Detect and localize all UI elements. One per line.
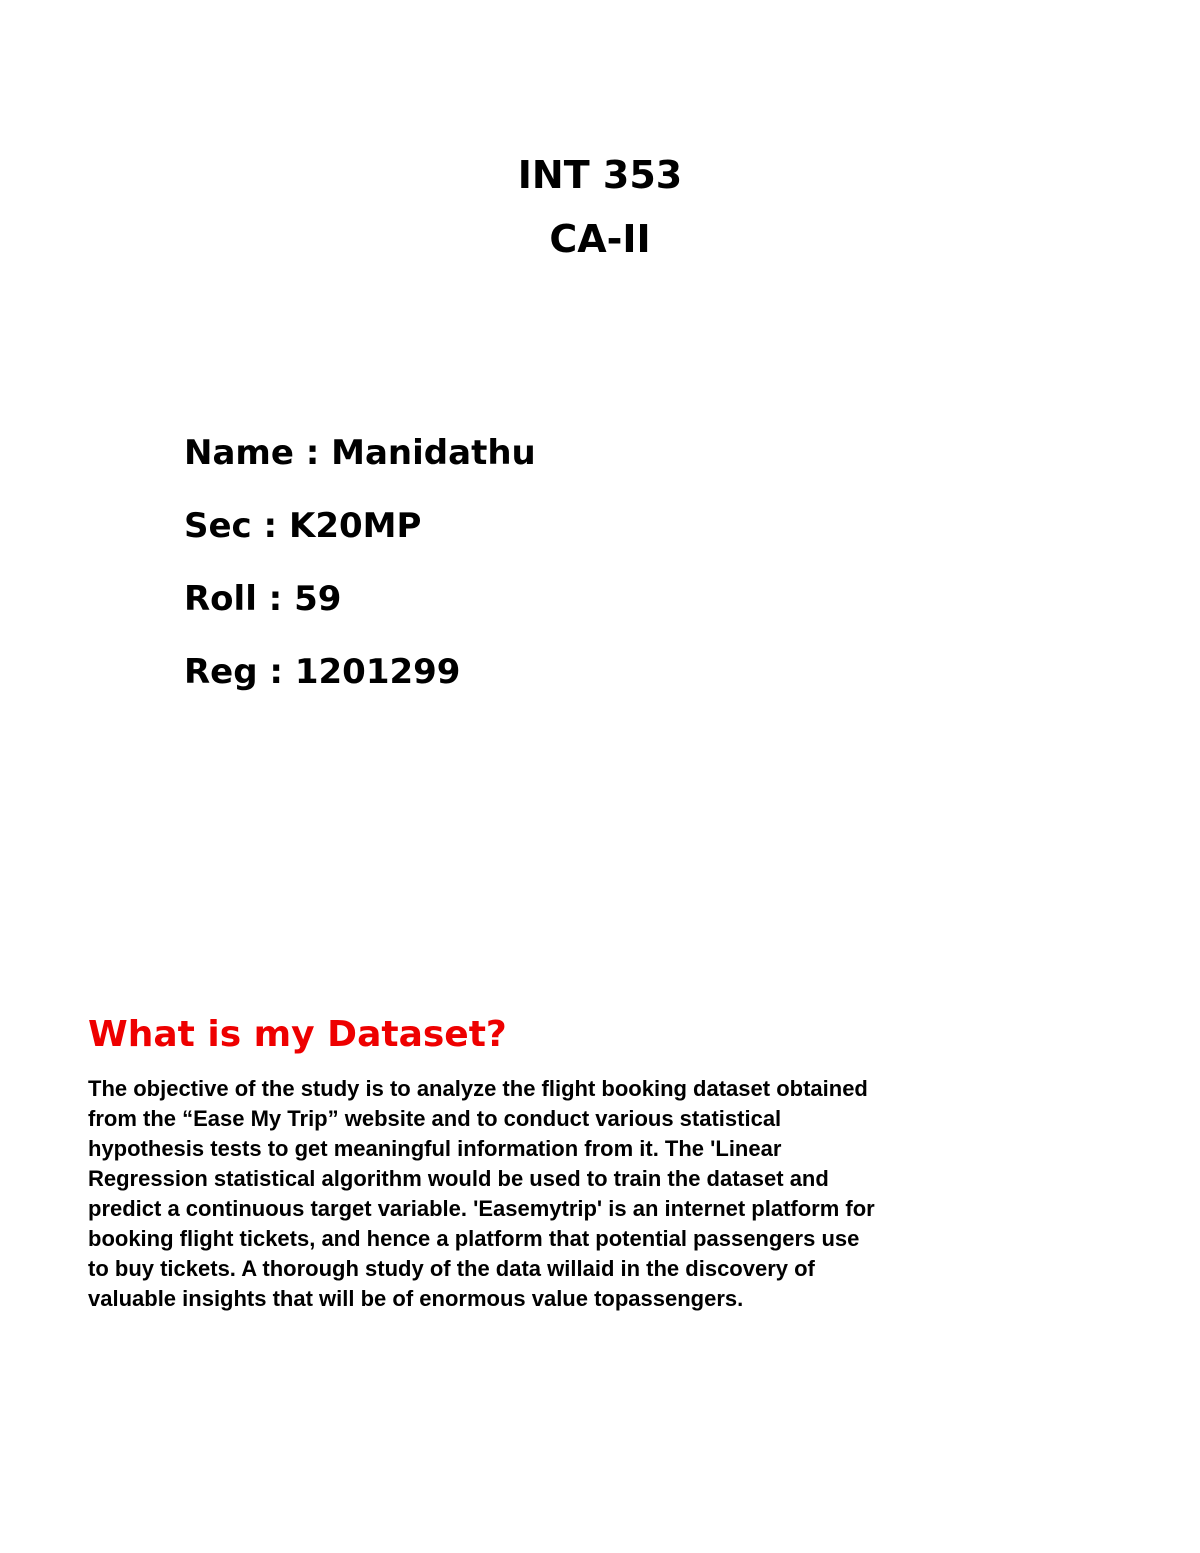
description-line: The objective of the study is to analyze the flight booking dataset obtained xyxy=(88,1076,868,1101)
title-block xyxy=(0,143,1200,271)
student-registration: Reg : 1201299 xyxy=(184,652,461,692)
assessment-title: CA-II xyxy=(549,217,651,261)
student-name: Name : Manidathu xyxy=(184,433,536,473)
student-info xyxy=(184,426,536,718)
student-section: Sec : K20MP xyxy=(184,506,422,546)
description-line: from the “Ease My Trip” website and to conduct various statistical xyxy=(88,1106,782,1131)
course-code: INT 353 xyxy=(517,153,683,197)
description-line: predict a continuous target variable. 'Easemytrip' is an internet platform for xyxy=(88,1196,875,1221)
dataset-description xyxy=(88,1074,1088,1314)
description-line: booking flight tickets, and hence a platform that potential passengers use xyxy=(88,1226,860,1251)
section-heading: What is my Dataset? xyxy=(88,1014,507,1055)
description-line: to buy tickets. A thorough study of the data willaid in the discovery of xyxy=(88,1256,815,1281)
student-roll: Roll : 59 xyxy=(184,579,342,619)
description-line: valuable insights that will be of enormous value topassengers. xyxy=(88,1286,744,1311)
description-line: Regression statistical algorithm would be used to train the dataset and xyxy=(88,1166,829,1191)
description-line: hypothesis tests to get meaningful information from it. The 'Linear xyxy=(88,1136,782,1161)
